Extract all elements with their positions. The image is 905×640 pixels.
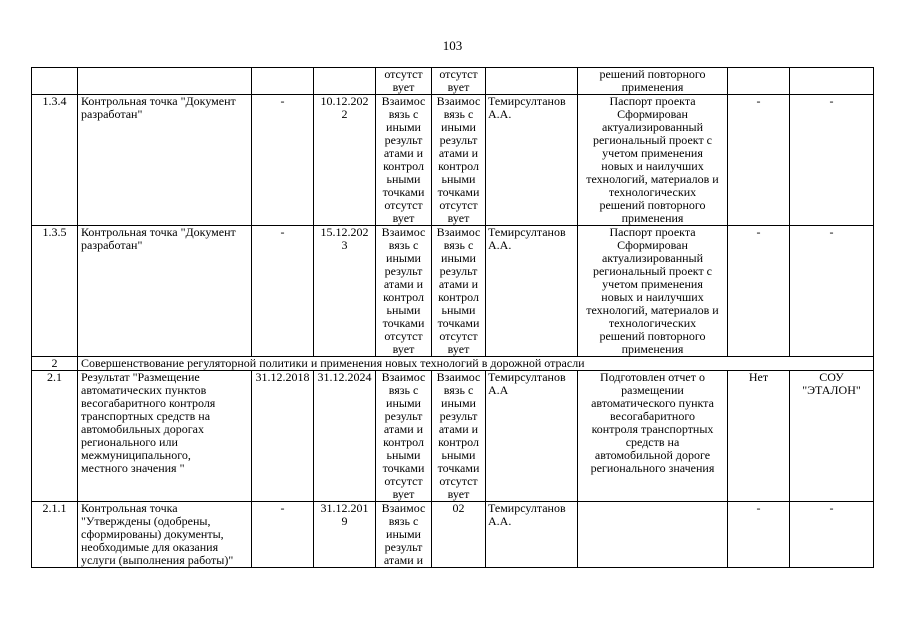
cell-start-date: [252, 68, 314, 95]
table-row: [32, 95, 874, 226]
cell-status: -: [728, 502, 790, 568]
cell-info-system: -: [790, 226, 874, 357]
cell-status: Нет: [728, 371, 790, 502]
cell-start-date: 31.12.2018: [252, 371, 314, 502]
cell-info-system: [790, 68, 874, 95]
cell-result: [578, 502, 728, 568]
cell-successors: Взаимос вязь с иными результ атами и контрол ьными точками отсутст вует: [432, 95, 486, 226]
table-row: [32, 226, 874, 357]
table-row: [32, 371, 874, 502]
cell-start-date: -: [252, 95, 314, 226]
cell-name: [78, 68, 252, 95]
cell-end-date: [314, 68, 376, 95]
cell-status: [728, 68, 790, 95]
cell-predecessors: Взаимос вязь с иными результ атами и контрол ьными точками отсутст вует: [376, 95, 432, 226]
cell-responsible: Темирсултанов А.А.: [486, 502, 578, 568]
cell-predecessors: Взаимос вязь с иными результ атами и контрол ьными точками отсутст вует: [376, 371, 432, 502]
cell-name: Контрольная точка "Документ разработан": [78, 95, 252, 226]
cell-number: 2.1: [32, 371, 78, 502]
cell-responsible: Темирсултанов А.А: [486, 371, 578, 502]
cell-info-system: СОУ "ЭТАЛОН": [790, 371, 874, 502]
cell-responsible: Темирсултанов А.А.: [486, 95, 578, 226]
cell-number: 1.3.5: [32, 226, 78, 357]
cell-number: [32, 68, 78, 95]
table-row: [32, 357, 874, 371]
cell-info-system: -: [790, 502, 874, 568]
section-title: Совершенствование регуляторной политики и применения новых технологий в дорожной отрасли: [78, 357, 874, 371]
table-body: [32, 68, 874, 568]
cell-status: -: [728, 95, 790, 226]
cell-result: решений повторного применения: [578, 68, 728, 95]
cell-result: Паспорт проекта Сформирован актуализированный региональный проект с учетом применения новых и наилучших технологий, материалов и технологических решений повторного применения: [578, 95, 728, 226]
table-row: [32, 68, 874, 95]
cell-number: 2: [32, 357, 78, 371]
cell-predecessors: Взаимос вязь с иными результ атами и контрол ьными точками отсутст вует: [376, 226, 432, 357]
project-plan-table: [31, 67, 874, 568]
cell-predecessors: отсутст вует: [376, 68, 432, 95]
cell-number: 1.3.4: [32, 95, 78, 226]
cell-number: 2.1.1: [32, 502, 78, 568]
cell-status: -: [728, 226, 790, 357]
page-number: 103: [442, 38, 463, 53]
table-row: [32, 502, 874, 568]
cell-name: Контрольная точка "Утверждены (одобрены, сформированы) документы, необходимые для оказания услуги (выполнения работы)": [78, 502, 252, 568]
cell-successors: отсутст вует: [432, 68, 486, 95]
cell-result: Подготовлен отчет о размещении автоматического пункта весогабаритного контроля транспортных средств на автомобильной дороге регионального значения: [578, 371, 728, 502]
cell-responsible: Темирсултанов А.А.: [486, 226, 578, 357]
cell-start-date: -: [252, 502, 314, 568]
cell-responsible: [486, 68, 578, 95]
cell-successors: Взаимос вязь с иными результ атами и контрол ьными точками отсутст вует: [432, 226, 486, 357]
cell-end-date: 31.12.201 9: [314, 502, 376, 568]
cell-successors: 02: [432, 502, 486, 568]
cell-start-date: -: [252, 226, 314, 357]
cell-result: Паспорт проекта Сформирован актуализированный региональный проект с учетом применения новых и наилучших технологий, материалов и технологических решений повторного применения: [578, 226, 728, 357]
cell-end-date: 15.12.202 3: [314, 226, 376, 357]
cell-predecessors: Взаимос вязь с иными результ атами и: [376, 502, 432, 568]
cell-successors: Взаимос вязь с иными результ атами и контрол ьными точками отсутст вует: [432, 371, 486, 502]
cell-name: Результат "Размещение автоматических пунктов весогабаритного контроля транспортных средств на автомобильных дорогах регионального или межмуниципального, местного значения ": [78, 371, 252, 502]
cell-end-date: 10.12.202 2: [314, 95, 376, 226]
cell-end-date: 31.12.2024: [314, 371, 376, 502]
cell-name: Контрольная точка "Документ разработан": [78, 226, 252, 357]
cell-info-system: -: [790, 95, 874, 226]
